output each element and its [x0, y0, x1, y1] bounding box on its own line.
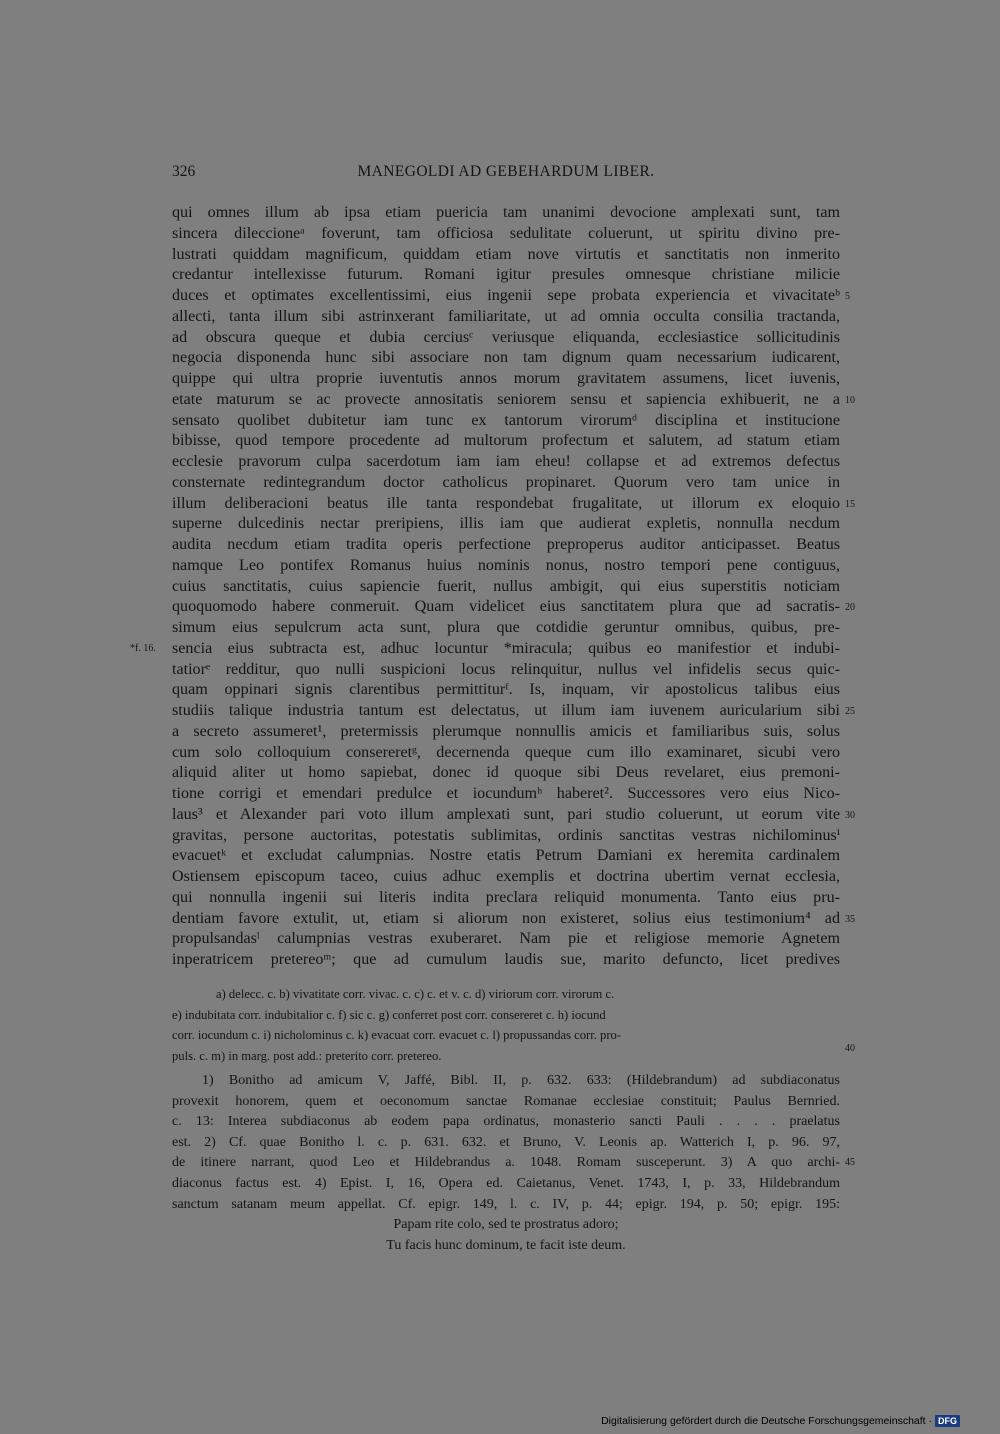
- text-line: bibisse, quod tempore procedente ad multorum profectum et salutem, ad statum etiam: [172, 432, 840, 450]
- line-number: 45: [845, 1157, 855, 1168]
- footnotes: [172, 1071, 840, 1256]
- footnote-line: est. 2) Cf. quae Bonitho l. c. p. 631. 632. et Bruno, V. Leonis ap. Watterich I, p. 96. 97,: [172, 1134, 840, 1150]
- text-line: gravitas, persone auctoritas, potestatis sublimitas, ordinis sanctitas vestras nichilominusⁱ: [172, 826, 840, 844]
- running-title: MANEGOLDI AD GEBEHARDUM LIBER.: [357, 163, 655, 180]
- line-number: 20: [845, 602, 855, 613]
- text-line: namque Leo pontifex Romanus huius nominis nonus, nostro tempori pene contiguus,: [172, 556, 840, 574]
- credit-text: Digitalisierung gefördert durch die Deutsche Forschungsgemeinschaft ·: [601, 1415, 932, 1427]
- margin-folio-note: *f. 16.: [130, 643, 156, 654]
- text-line: audita necdum etiam tradita operis perfectione preproperus auditor anticipasset. Beatus: [172, 536, 840, 553]
- footnote-line: diaconus factus est. 4) Epist. I, 16, Opera ed. Caietanus, Venet. 1743, I, p. 33, Hildebrandum: [172, 1175, 840, 1191]
- line-number: 30: [845, 810, 855, 821]
- text-line: negocia disponenda hunc sibi associare non tam dignum quam necessarium iudicarent,: [172, 349, 840, 367]
- text-line: dentiam favore extulit, ut, etiam si aliorum non existeret, solius eius testimonium⁴ ad: [172, 909, 840, 927]
- line-number: 15: [845, 499, 855, 510]
- line-number: 25: [845, 706, 855, 717]
- digitization-credit: [601, 1414, 960, 1428]
- critical-apparatus: [172, 984, 840, 1066]
- text-line: propulsandasˡ calumpnias vestras exuberaret. Nam pie et religiose memorie Agnetem: [172, 930, 840, 948]
- text-line: qui nonnulla ingenii sui literis indita preclara reliquid monumenta. Tanto eius pru-: [172, 888, 840, 906]
- text-line: ad obscura queque et dubia cerciusᶜ veriusque eliquanda, ecclesiastice sollicitudinis: [172, 328, 840, 346]
- text-line: cuius sanctitatis, cuius sapiencie fuerit, nullus ambigit, qui eius superstitis noticiam: [172, 577, 840, 595]
- text-line: aliquid aliter ut homo sapiebat, donec id quoque sibi Deus revelaret, eius premoni-: [172, 764, 840, 782]
- apparatus-line: a) delecc. c. b) vivatitate corr. vivac. c. c) c. et v. c. d) viriorum corr. virorum c.: [216, 987, 615, 1001]
- text-line: credantur intellexisse futurum. Romani igitur presules omnesque christiane milicie: [172, 266, 840, 284]
- text-line: tione corrigi et emendari predulce et iocundumʰ haberet². Successores vero eius Nico-: [172, 785, 840, 802]
- apparatus-line: e) indubitata corr. indubitalior c. f) sic c. g) conferret post corr. consereret c. h) iocund: [172, 1007, 606, 1022]
- text-line: sensato quolibet dubitetur iam tunc ex tantorum virorumᵈ disciplina et institucione: [172, 411, 840, 429]
- page-header: [172, 163, 840, 185]
- text-line: a secreto assumeret¹, pretermissis plerumque nonnullis amicis et familiaribus suis, solus: [172, 722, 840, 740]
- text-line: qui omnes illum ab ipsa etiam puericia tam unanimi devocione amplexati sunt, tam: [172, 204, 840, 221]
- text-line: studiis talique industria tantum est delectatus, ut illum iam iuvenem auricularium sibi: [172, 702, 840, 719]
- footnote-line: c. 13: Interea subdiaconus ab eodem papa ordinatus, monasterio sancti Pauli . . . . praelatus: [172, 1114, 840, 1130]
- line-number: 10: [845, 395, 855, 406]
- footnote-line: sanctum satanam meum appellat. Cf. epigr. 149, l. c. IV, p. 44; epigr. 194, p. 50; epigr. 195:: [172, 1196, 840, 1212]
- line-number: 5: [845, 291, 850, 302]
- verse-line: Tu facis hunc dominum, te facit iste deum.: [386, 1237, 626, 1253]
- apparatus-line: corr. iocundum c. i) nicholominus c. k) evacuat corr. evacuet c. l) propussandas corr. pro-: [172, 1028, 622, 1042]
- text-line: cum solo colloquium consereretᵍ, decernenda queque cum illo examinaret, sicubi vero: [172, 743, 840, 761]
- text-line: superne dulcedinis nectar preripiens, illis iam que audierat expletis, nonnulla necdum: [172, 515, 840, 533]
- text-line: tatiorᵉ redditur, quo nulli suspicioni locus relinquitur, nullus vel infidelis secus quic-: [172, 660, 840, 678]
- text-line: simum eius sepulcrum acta sunt, plura que cotdidie geruntur omnibus, quibus, pre-: [172, 619, 840, 636]
- text-line: ecclesie pravorum culpa sacerdotum iam iam eheu! collapse et ad extremos defectus: [172, 453, 840, 470]
- text-line: allecti, tanta illum sibi astrinxerant familiaritate, ut ad omnia occulta consilia tractanda,: [172, 307, 840, 325]
- line-number: 40: [845, 1043, 855, 1054]
- dfg-logo: DFG: [935, 1415, 960, 1427]
- text-line: quam oppinari signis clarentibus permittiturᶠ. Is, inquam, vir apostolicus talibus eius: [172, 681, 840, 699]
- text-line: quoquomodo habere conmeruit. Quam videlicet eius sanctitatem plura que ad sacratis-: [172, 598, 840, 616]
- footnote-line: provexit honorem, quem et oeconomum sanctae Romanae ecclesiae constituit; Paulus Bernried.: [172, 1093, 840, 1109]
- main-text: [172, 203, 840, 971]
- text-line: quippe qui ultra proprie iuventutis annos morum gravitatem assumens, licet iuvenis,: [172, 370, 840, 387]
- text-line: sencia eius subtracta est, adhuc locuntur *miracula; quibus eo manifestior et indubi-: [172, 639, 840, 657]
- text-line: illum deliberacioni beatus ille tanta respondebat frugalitate, ut illorum ex eloquio: [172, 494, 840, 512]
- text-line: sincera dileccioneᵃ foverunt, tam officiosa sedulitate coluerunt, ut spiritu divino pre-: [172, 224, 840, 242]
- line-number: 35: [845, 914, 855, 925]
- footnote-line: de itinere narrant, quod Leo et Hildebrandus a. 1048. Romam susceperunt. 3) A quo archi-: [172, 1155, 840, 1171]
- verse-line: Papam rite colo, sed te prostratus adoro;: [393, 1217, 619, 1233]
- text-line: inperatricem pretereoᵐ; que ad cumulum laudis sue, marito defuncto, licet predives: [172, 951, 840, 968]
- apparatus-line: puls. c. m) in marg. post add.: preterito corr. pretereo.: [172, 1048, 442, 1063]
- text-line: consternate redintegrandum doctor catholicus propinaret. Quorum vero tam unice in: [172, 473, 840, 491]
- text-line: duces et optimates excellentissimi, eius ingenii sepe probata experiencia et vivacitateᵇ: [172, 287, 840, 304]
- text-line: evacuetᵏ et excludat calumpnias. Nostre etatis Petrum Damiani ex heremita cardinalem: [172, 847, 840, 865]
- text-line: laus³ et Alexander pari voto illum amplexati sunt, pari studio coluerunt, ut eorum vite: [172, 805, 840, 823]
- text-line: lustrati quiddam magnificum, quiddam etiam nove virtutis et sanctitatis non inmerito: [172, 245, 840, 263]
- page-number: 326: [172, 163, 196, 180]
- text-line: etate maturum se ac provecte annositatis seniorem sensu et sapiencia exhibuerit, ne a: [172, 390, 840, 408]
- footnote-line: 1) Bonitho ad amicum V, Jaffé, Bibl. II, p. 632. 633: (Hildebrandum) ad subdiaconatus: [202, 1073, 840, 1088]
- text-line: Ostiensem episcopum taceo, cuius adhuc exemplis et doctrina ubertim vernat ecclesia,: [172, 868, 840, 885]
